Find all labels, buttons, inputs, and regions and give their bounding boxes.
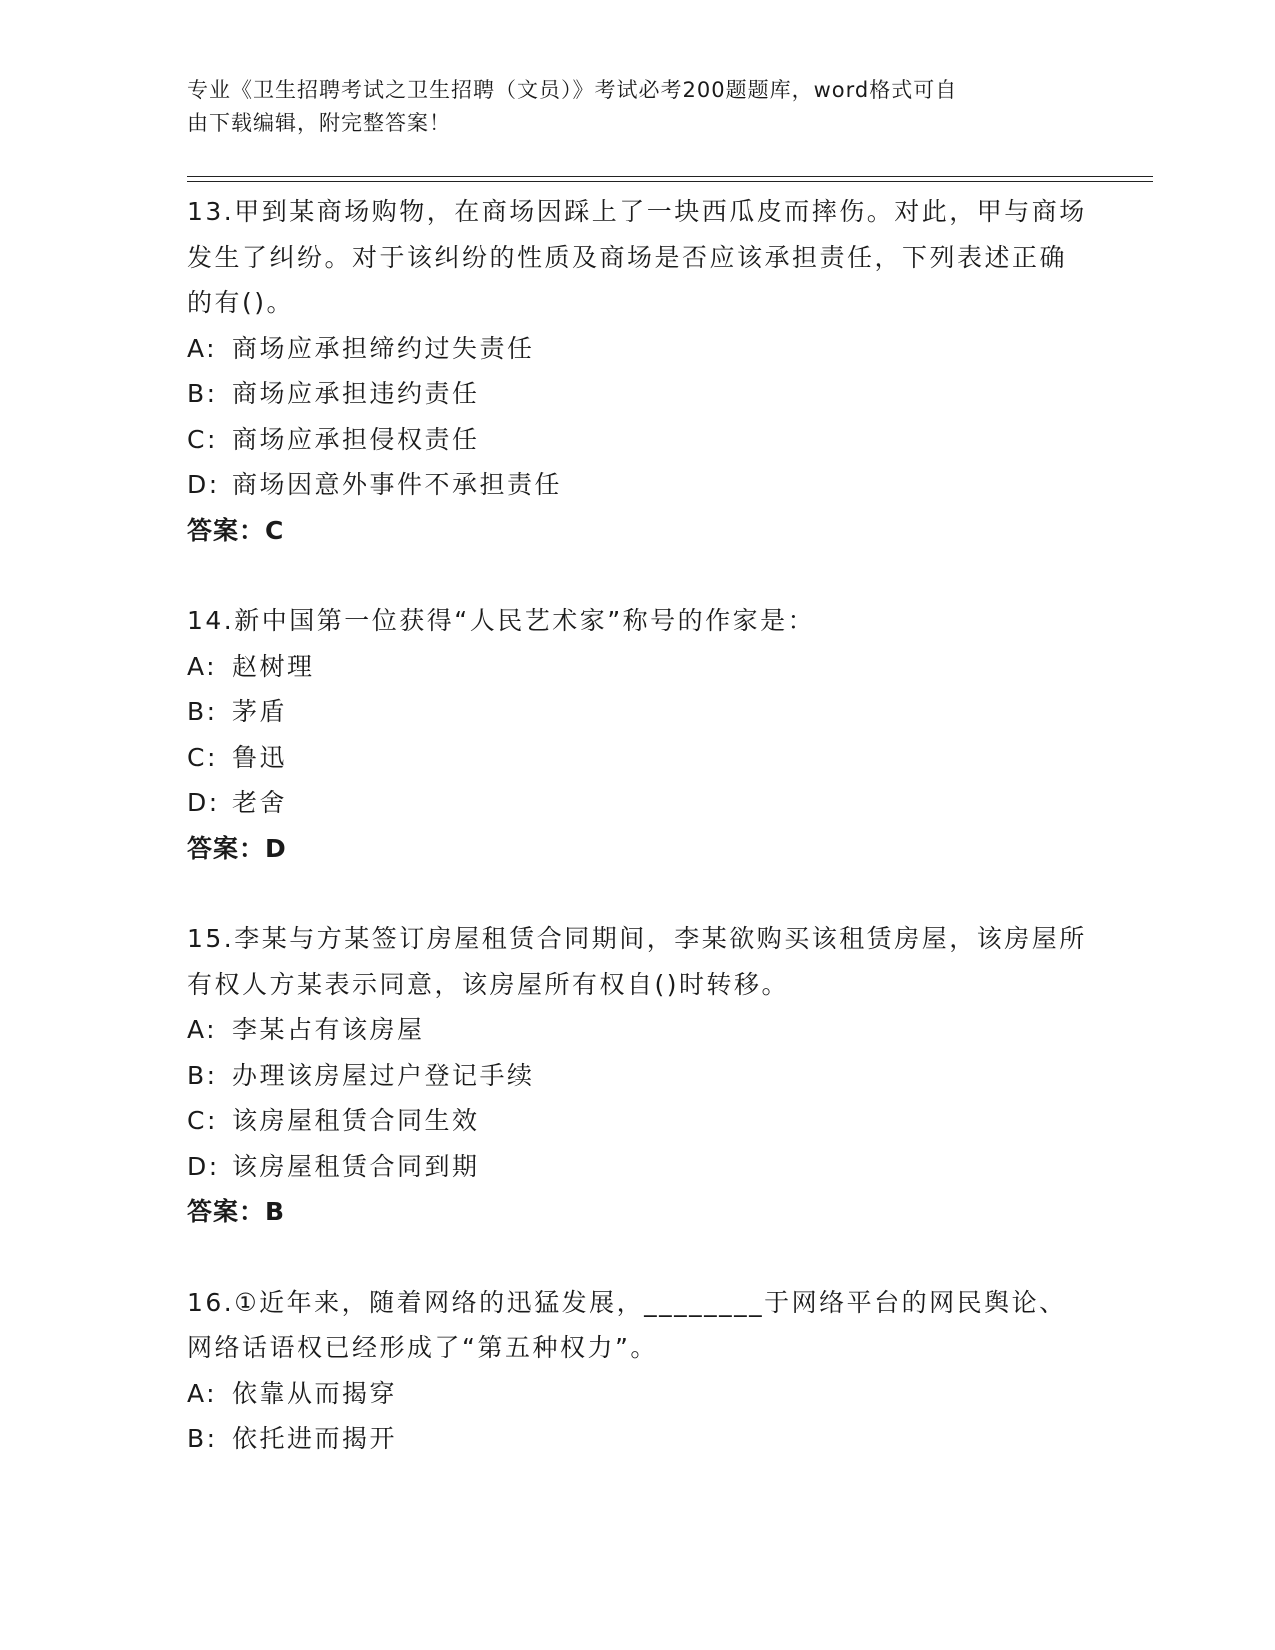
option-letter: D: bbox=[187, 470, 220, 499]
option-b bbox=[187, 1053, 1087, 1099]
option-text: 商场应承担缔约过失责任 bbox=[232, 333, 535, 363]
option-a bbox=[187, 1371, 1087, 1417]
option-letter: A: bbox=[187, 333, 218, 363]
option-letter: B: bbox=[187, 1424, 218, 1453]
option-text: 依靠从而揭穿 bbox=[232, 1378, 398, 1408]
document-header bbox=[187, 74, 1067, 140]
option-text: 商场应承担侵权责任 bbox=[232, 424, 480, 454]
option-a bbox=[187, 644, 1087, 690]
option-text: 鲁迅 bbox=[232, 742, 288, 772]
option-letter: A: bbox=[187, 1378, 218, 1408]
option-d bbox=[187, 780, 1087, 826]
option-letter: C: bbox=[187, 1106, 218, 1135]
header-line-1: 专业《卫生招聘考试之卫生招聘（文员）》考试必考200题题库，word格式可自 bbox=[187, 78, 958, 102]
question-stem: 16.①近年来，随着网络的迅猛发展，________于网络平台的网民舆论、网络话语权已经形成了“第五种权力”。 bbox=[187, 1287, 1067, 1362]
question-16 bbox=[187, 1280, 1087, 1462]
option-text: 茅盾 bbox=[232, 697, 288, 726]
option-d bbox=[187, 462, 1087, 508]
option-text: 该房屋租赁合同生效 bbox=[232, 1106, 480, 1135]
question-stem: 15.李某与方某签订房屋租赁合同期间，李某欲购买该租赁房屋，该房屋所有权人方某表示同意，该房屋所有权自()时转移。 bbox=[187, 924, 1087, 999]
option-c bbox=[187, 1098, 1087, 1144]
option-letter: B: bbox=[187, 1060, 218, 1090]
option-letter: C: bbox=[187, 742, 218, 772]
option-letter: A: bbox=[187, 1015, 218, 1044]
question-13 bbox=[187, 189, 1087, 553]
answer-line: 答案：B bbox=[187, 1197, 286, 1226]
option-a bbox=[187, 326, 1087, 372]
header-divider-top bbox=[187, 176, 1153, 177]
option-text: 李某占有该房屋 bbox=[232, 1015, 425, 1044]
option-text: 商场应承担违约责任 bbox=[232, 379, 480, 408]
option-letter: D: bbox=[187, 788, 220, 817]
option-text: 商场因意外事件不承担责任 bbox=[232, 470, 563, 499]
answer-line: 答案：D bbox=[187, 833, 287, 863]
option-a bbox=[187, 1007, 1087, 1053]
answer-line: 答案：C bbox=[187, 515, 285, 545]
option-text: 办理该房屋过户登记手续 bbox=[232, 1060, 535, 1090]
question-stem: 14.新中国第一位获得“人民艺术家”称号的作家是： bbox=[187, 606, 816, 635]
option-letter: C: bbox=[187, 424, 218, 454]
option-text: 该房屋租赁合同到期 bbox=[232, 1151, 480, 1181]
option-text: 赵树理 bbox=[232, 651, 315, 681]
option-letter: A: bbox=[187, 651, 218, 681]
option-b bbox=[187, 371, 1087, 417]
header-divider-bottom bbox=[187, 181, 1153, 182]
option-text: 依托进而揭开 bbox=[232, 1424, 398, 1453]
option-d bbox=[187, 1144, 1087, 1190]
option-letter: B: bbox=[187, 697, 218, 726]
option-b bbox=[187, 1416, 1087, 1462]
option-letter: B: bbox=[187, 379, 218, 408]
question-14 bbox=[187, 598, 1087, 871]
header-line-2: 由下载编辑，附完整答案！ bbox=[187, 111, 451, 135]
option-b bbox=[187, 689, 1087, 735]
question-list bbox=[187, 189, 1087, 1462]
option-c bbox=[187, 735, 1087, 781]
question-15 bbox=[187, 916, 1087, 1235]
option-letter: D: bbox=[187, 1151, 220, 1181]
option-text: 老舍 bbox=[232, 788, 288, 817]
option-c bbox=[187, 417, 1087, 463]
question-stem: 13.甲到某商场购物，在商场因踩上了一块西瓜皮而摔伤。对此，甲与商场发生了纠纷。对于该纠纷的性质及商场是否应该承担责任，下列表述正确的有()。 bbox=[187, 197, 1087, 317]
